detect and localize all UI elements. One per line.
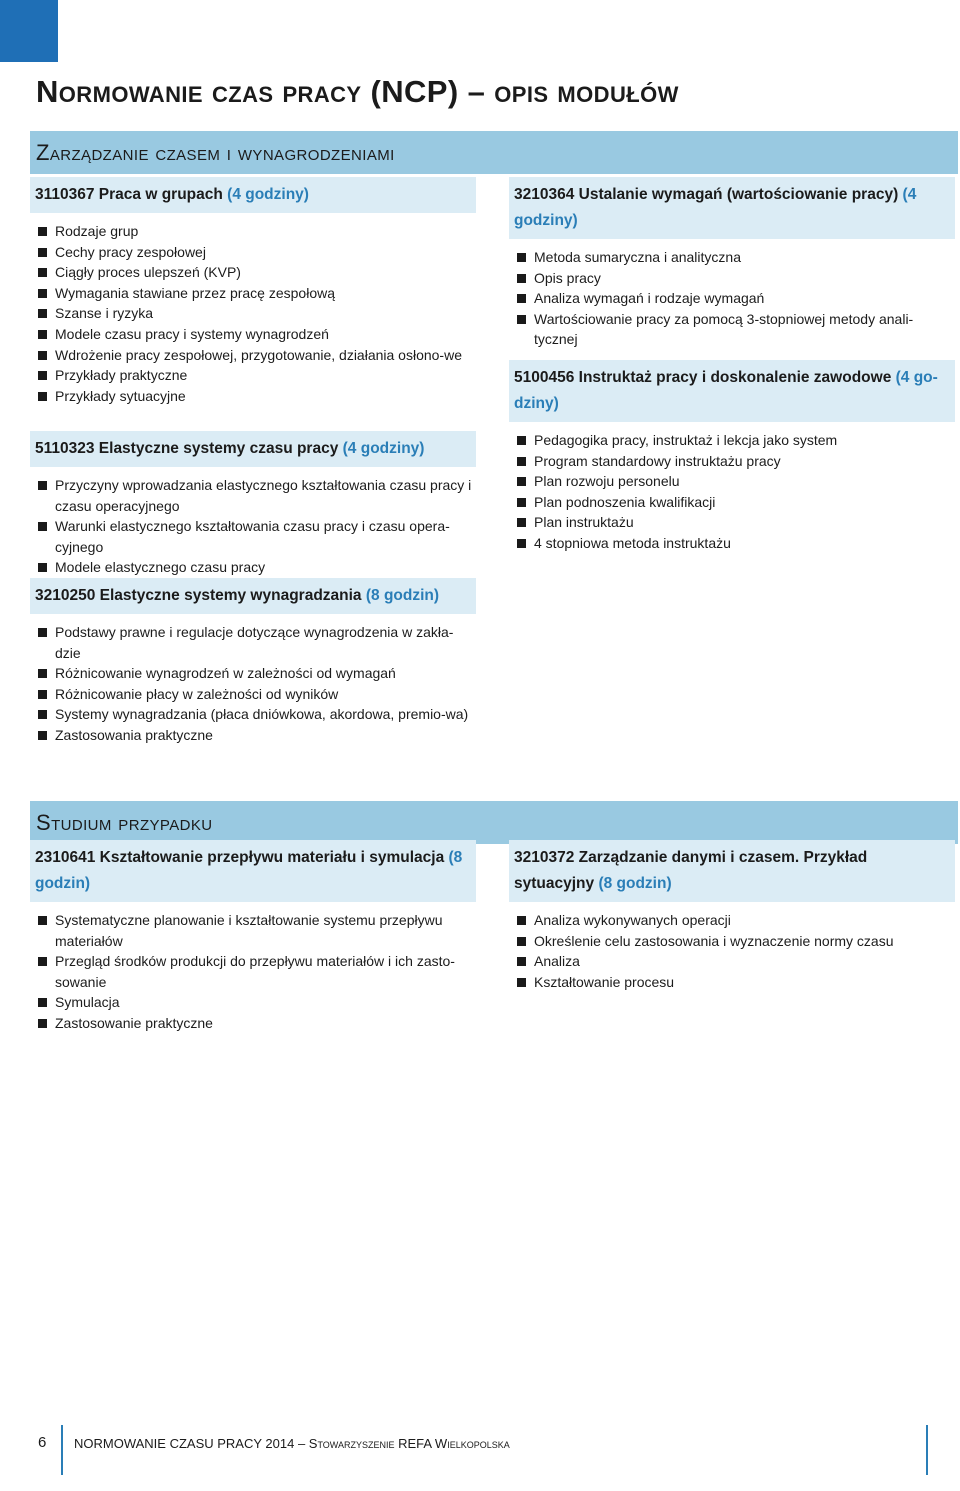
module-hours: (4 godziny): [227, 186, 309, 203]
module-title: 5110323 Elastyczne systemy czasu pracy (4 godziny): [30, 431, 476, 467]
module-item-list: [509, 422, 955, 554]
module-hours: (4 go-dziny): [514, 369, 938, 412]
list-item: Program standardowy instruktażu pracy: [517, 451, 955, 472]
list-item: Zastosowanie praktyczne: [38, 1013, 476, 1034]
list-item: Podstawy prawne i regulacje dotyczące wynagrodzenia w zakła-dzie: [38, 622, 476, 663]
list-item: Określenie celu zastosowania i wyznaczenie normy czasu: [517, 931, 955, 952]
list-item: Modele czasu pracy i systemy wynagrodzeń: [38, 324, 476, 345]
module-item-list: [30, 467, 476, 578]
module-title: 3210364 Ustalanie wymagań (wartościowanie pracy) (4 godziny): [509, 177, 955, 239]
module-item-list: [509, 239, 955, 350]
list-item: Plan rozwoju personelu: [517, 471, 955, 492]
list-item: Systemy wynagradzania (płaca dniówkowa, akordowa, premio-wa): [38, 704, 476, 725]
list-item: Przykłady sytuacyjne: [38, 386, 476, 407]
section-header-case-study: Studium przypadku: [30, 801, 958, 844]
list-item: Przyczyny wprowadzania elastycznego kształtowania czasu pracy i czasu operacyjnego: [38, 475, 476, 516]
list-item: Przykłady praktyczne: [38, 365, 476, 386]
page-number: 6: [38, 1434, 47, 1451]
list-item: Wymagania stawiane przez pracę zespołową: [38, 283, 476, 304]
list-item: Cechy pracy zespołowej: [38, 242, 476, 263]
module-item-list: [30, 213, 476, 406]
list-item: Wdrożenie pracy zespołowej, przygotowanie, działania osłono-we: [38, 345, 476, 366]
module-5110323: [30, 431, 476, 578]
list-item: Plan podnoszenia kwalifikacji: [517, 492, 955, 513]
module-hours: (8 godzin): [365, 587, 440, 604]
module-5100456: [509, 360, 955, 554]
section-header-time-management: Zarządzanie czasem i wynagrodzeniami: [30, 131, 958, 174]
list-item: Warunki elastycznego kształtowania czasu pracy i czasu opera-cyjnego: [38, 516, 476, 557]
list-item: Analiza: [517, 951, 955, 972]
module-item-list: [30, 614, 476, 746]
module-title: 2310641 Kształtowanie przepływu materiału i symulacja (8 godzin): [30, 840, 476, 902]
page-title: Normowanie czas pracy (NCP) – opis modułów: [36, 74, 679, 109]
footer-organization: Stowarzyszenie REFA Wielkopolska: [308, 1436, 510, 1451]
list-item: Pedagogika pracy, instruktaż i lekcja jako system: [517, 430, 955, 451]
list-item: Przegląd środków produkcji do przepływu materiałów i ich zasto-sowanie: [38, 951, 476, 992]
module-item-list: [30, 902, 476, 1034]
module-title: 3210372 Zarządzanie danymi i czasem. Przykład sytuacyjny (8 godzin): [509, 840, 955, 902]
list-item: Symulacja: [38, 992, 476, 1013]
footer-divider-left: [61, 1425, 63, 1475]
module-hours: (8 godzin): [598, 875, 672, 892]
footer-divider-right: [926, 1425, 928, 1475]
list-item: Modele elastycznego czasu pracy: [38, 557, 476, 578]
module-3110367: [30, 177, 476, 406]
module-hours: (8 godzin): [35, 849, 463, 892]
module-3210364: [509, 177, 955, 350]
corner-accent: [0, 0, 58, 62]
module-hours: (4 godziny): [342, 440, 425, 457]
list-item: Wartościowanie pracy za pomocą 3-stopniowej metody anali-tycznej: [517, 309, 955, 350]
module-title: 3210250 Elastyczne systemy wynagradzania (8 godzin): [30, 578, 476, 614]
list-item: Analiza wykonywanych operacji: [517, 910, 955, 931]
module-title: 5100456 Instruktaż pracy i doskonalenie zawodowe (4 go-dziny): [509, 360, 955, 422]
list-item: Plan instruktażu: [517, 512, 955, 533]
list-item: Metoda sumaryczna i analityczna: [517, 247, 955, 268]
list-item: Opis pracy: [517, 268, 955, 289]
list-item: Różnicowanie wynagrodzeń w zależności od wymagań: [38, 663, 476, 684]
module-2310641: [30, 840, 476, 1034]
list-item: Systematyczne planowanie i kształtowanie systemu przepływu materiałów: [38, 910, 476, 951]
list-item: Różnicowanie płacy w zależności od wyników: [38, 684, 476, 705]
list-item: 4 stopniowa metoda instruktażu: [517, 533, 955, 554]
module-3210250: [30, 578, 476, 746]
list-item: Rodzaje grup: [38, 221, 476, 242]
module-title: 3110367 Praca w grupach (4 godziny): [30, 177, 476, 213]
list-item: Szanse i ryzyka: [38, 303, 476, 324]
list-item: Ciągły proces ulepszeń (KVP): [38, 262, 476, 283]
list-item: Zastosowania praktyczne: [38, 725, 476, 746]
footer-text: NORMOWANIE CZASU PRACY 2014 – Stowarzyszenie REFA Wielkopolska: [74, 1436, 510, 1451]
list-item: Analiza wymagań i rodzaje wymagań: [517, 288, 955, 309]
list-item: Kształtowanie procesu: [517, 972, 955, 993]
module-hours: (4 godziny): [514, 186, 917, 229]
module-item-list: [509, 902, 955, 992]
module-3210372: [509, 840, 955, 992]
